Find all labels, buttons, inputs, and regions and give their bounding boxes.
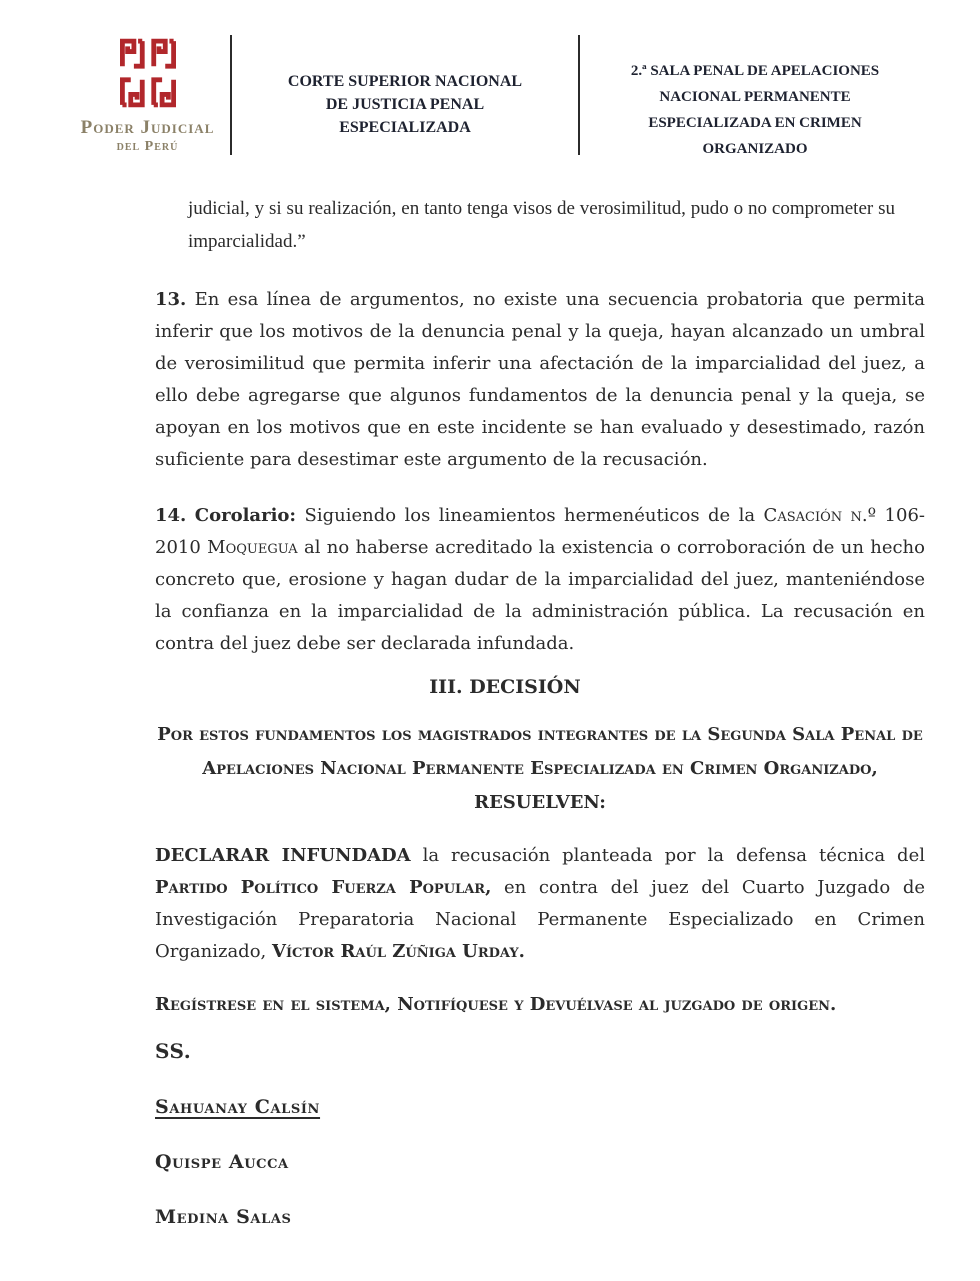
court-center-line1: CORTE SUPERIOR NACIONAL bbox=[287, 73, 523, 90]
judge-full-name: Víctor Raúl Zúñiga Urday. bbox=[272, 941, 525, 962]
court-name-right bbox=[580, 24, 930, 162]
quoted-citation-text: judicial, y si su realización, en tanto tenga visos de verosimilitud, pudo o no comprometer su imparcialidad.” bbox=[188, 198, 895, 252]
paragraph-14-number: 14. bbox=[155, 505, 187, 526]
declarar-text-2: en contra del juez del Cuarto Juzgado de Investigación Preparatoria Nacional Permanente Especializado en Crimen Organizado, bbox=[155, 877, 926, 962]
paragraph-14 bbox=[155, 500, 925, 660]
registrese-order: Regístrese en el sistema, Notifíquese y Devuélvase al juzgado de origen. bbox=[155, 994, 837, 1015]
logo-brand-line2: del Perú bbox=[116, 139, 179, 154]
signatures-label: SS. bbox=[155, 1039, 192, 1063]
decision-section-title: III. DECISIÓN bbox=[429, 676, 581, 698]
casacion-place: Moquegua bbox=[207, 537, 298, 558]
court-right-line2: NACIONAL PERMANENTE bbox=[659, 89, 851, 105]
declarar-text-1: la recusación planteada por la defensa técnica del bbox=[422, 845, 925, 866]
document-body bbox=[0, 192, 980, 1228]
paragraph-14-text-2: al no haberse acreditado la existencia o corroboración de un hecho concreto que, erosione y hagan dudar de la imparcialidad del juez, manteniéndose la confianza en la imparcialidad de la administración pública. La recusación en contra del juez debe ser declarada infundada. bbox=[155, 537, 925, 654]
paragraph-13-number: 13. bbox=[155, 289, 187, 310]
declarar-ruling: DECLARAR INFUNDADA bbox=[155, 845, 411, 866]
court-center-line2: DE JUSTICIA PENAL bbox=[325, 96, 485, 113]
poder-judicial-logo bbox=[65, 24, 230, 155]
signature-judge-2: Quispe Aucca bbox=[155, 1151, 289, 1173]
court-right-line4: ORGANIZADO bbox=[702, 141, 808, 157]
paragraph-14-text-1: Siguiendo los lineamientos hermenéuticos de la bbox=[304, 505, 756, 526]
court-right-line3: ESPECIALIZADA EN CRIMEN bbox=[648, 115, 862, 131]
court-center-line3: ESPECIALIZADA bbox=[339, 119, 471, 136]
declarar-paragraph bbox=[155, 840, 925, 968]
poder-judicial-emblem-icon bbox=[119, 38, 177, 108]
party-name: Partido Político Fuerza Popular, bbox=[155, 877, 492, 898]
paragraph-13-text: En esa línea de argumentos, no existe una secuencia probatoria que permita inferir que los motivos de la denuncia penal y la queja, hayan alcanzado un umbral de verosimilitud que permita inferir una afectación de la imparcialidad del juez, a ello debe agregarse que algunos fundamentos de la denuncia penal y la queja, se apoyan en los motivos que en este incidente se han evaluado y desestimado, razón suficiente para desestimar este argumento de la recusación. bbox=[155, 289, 925, 470]
signature-judge-1: Sahuanay Calsín bbox=[155, 1096, 321, 1118]
paragraph-13 bbox=[155, 284, 925, 476]
court-name-center bbox=[232, 24, 578, 139]
paragraph-14-label: Corolario: bbox=[194, 505, 297, 526]
logo-brand-line1: Poder Judicial bbox=[80, 117, 215, 138]
document-header bbox=[0, 0, 980, 162]
casacion-reference: Casación n.º bbox=[763, 505, 877, 526]
resuelven-statement: Por estos fundamentos los magistrados integrantes de la Segunda Sala Penal de Apelaciones Nacional Permanente Especializada en Crimen Organizado, RESUELVEN: bbox=[157, 724, 923, 813]
signature-judge-3: Medina Salas bbox=[155, 1206, 292, 1228]
casacion-number: 106-2010 bbox=[155, 505, 925, 558]
court-right-line1: 2.ª SALA PENAL DE APELACIONES bbox=[630, 63, 880, 79]
